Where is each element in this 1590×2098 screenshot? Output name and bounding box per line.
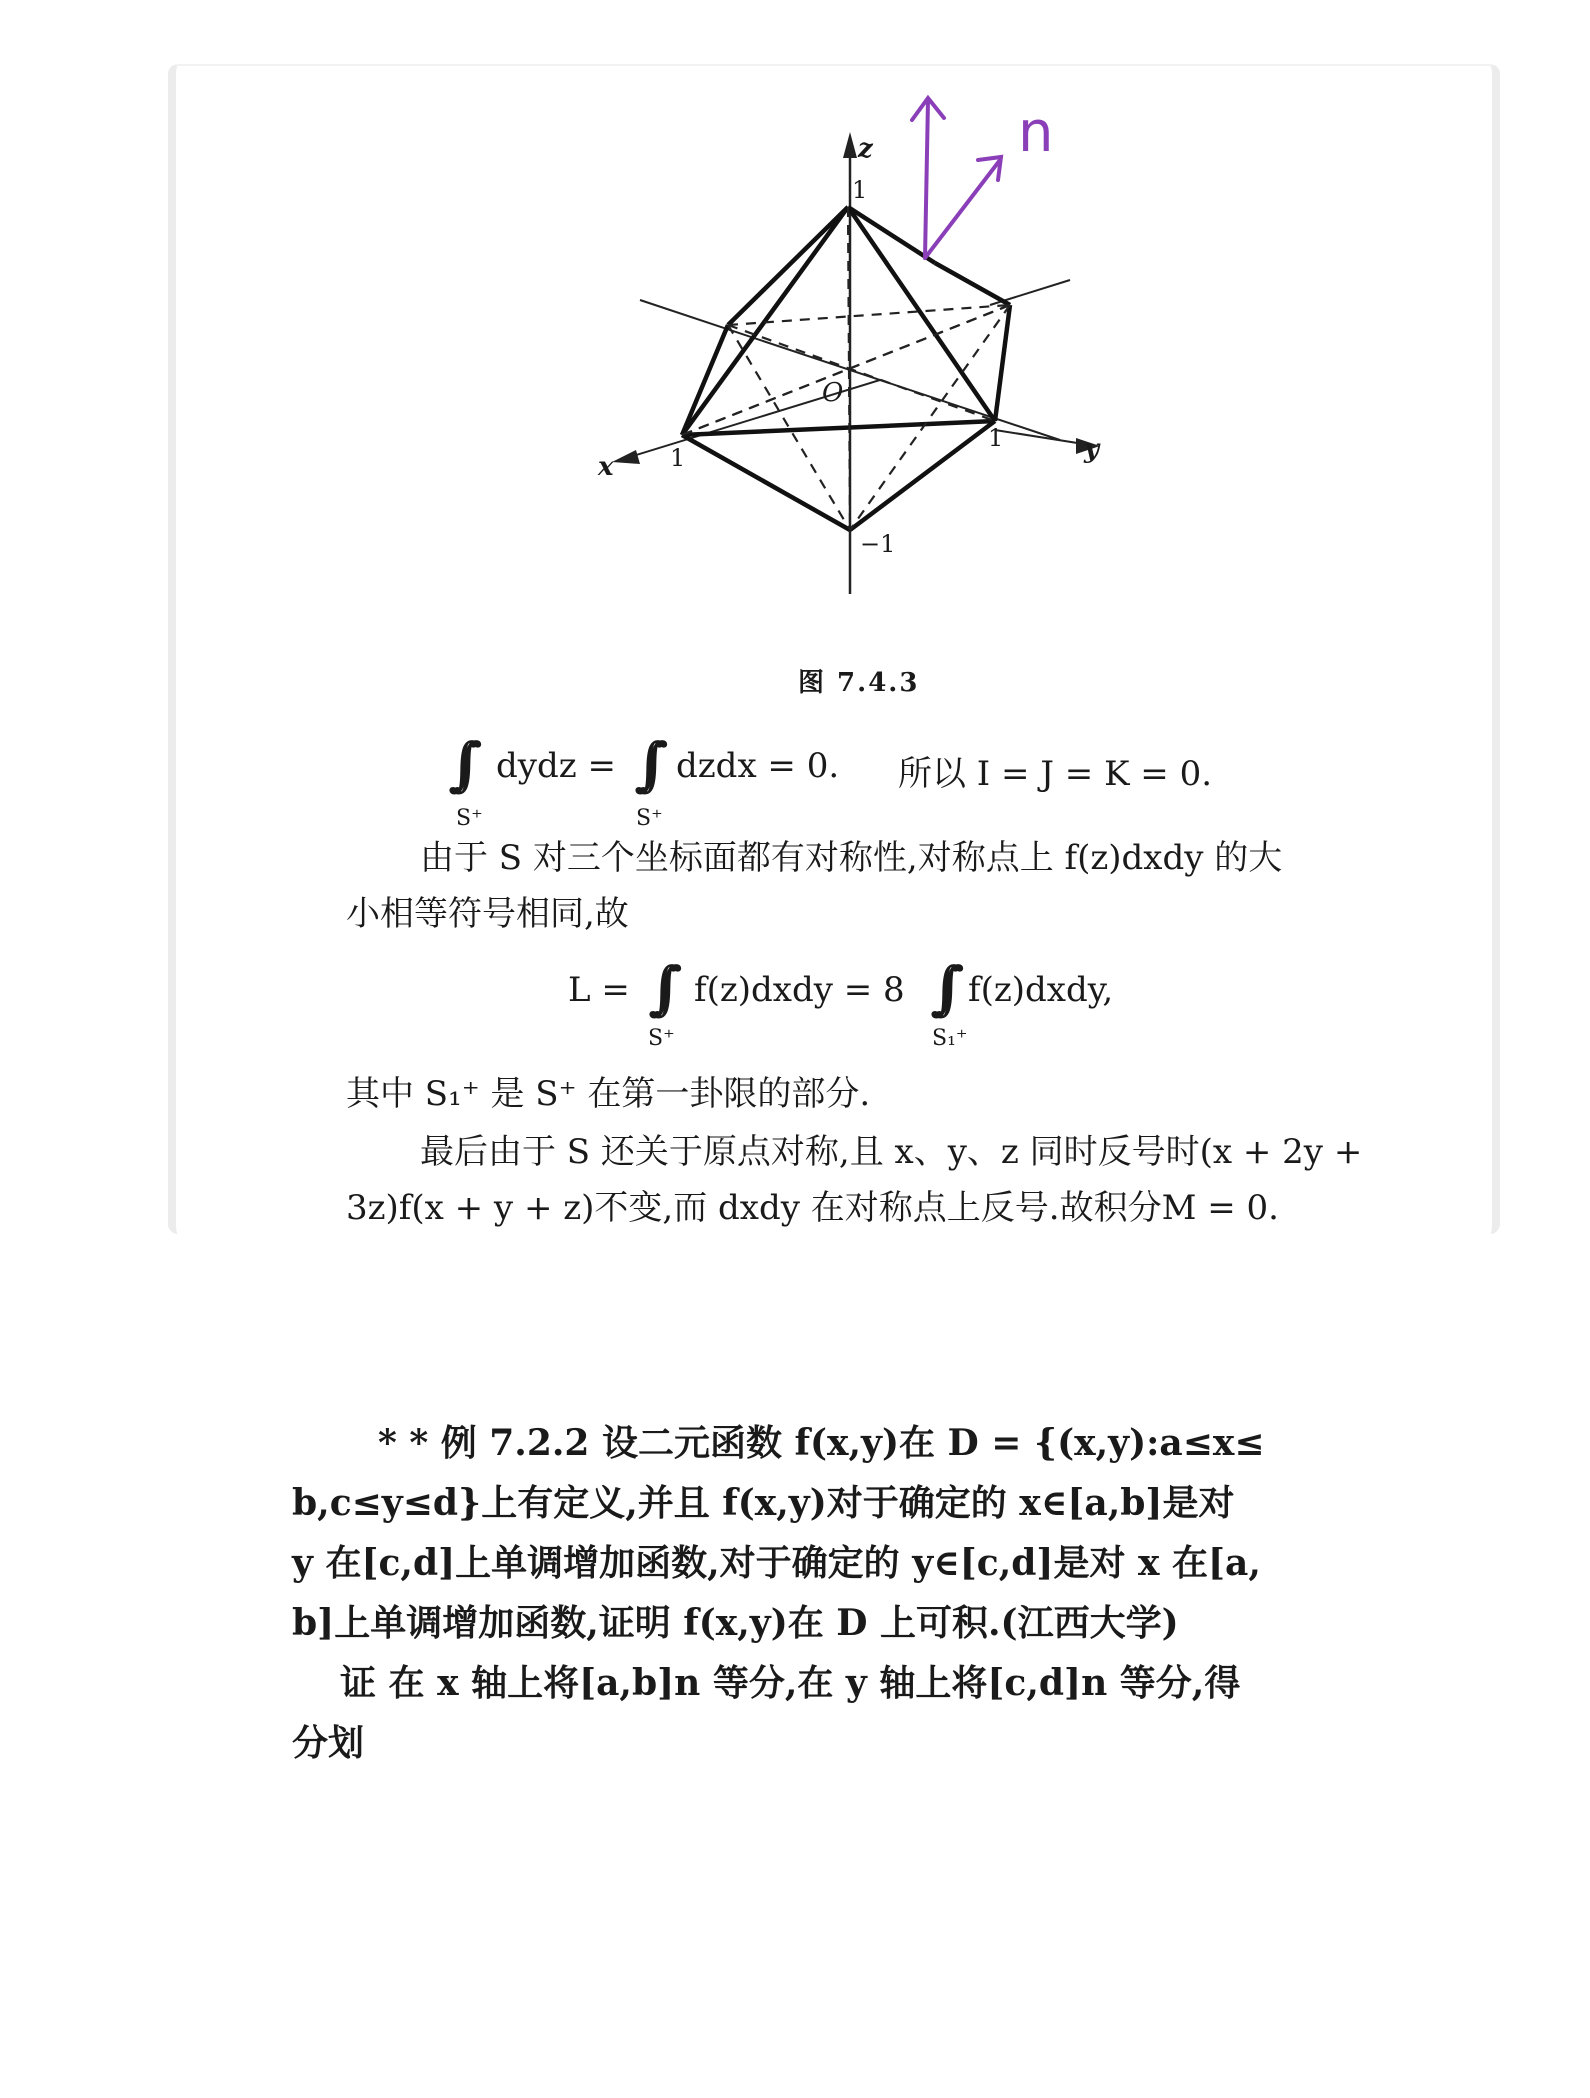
paragraph-1-line-2: 小相等符号相同,故 [346,894,629,934]
equation-2-lhs: L = [568,970,630,1010]
annotation-letter: n [1018,100,1054,165]
integral-subscript: S⁺ [456,806,483,831]
integral-subscript: S⁺ [648,1026,675,1051]
equation-2-term-1: f(z)dxdy = 8 [694,970,905,1010]
x-axis-arrow [612,450,640,464]
handwritten-annotation [912,98,1001,258]
equation-1-conclusion: 所以 I = J = K = 0. [898,754,1213,794]
figure-caption: 图 7.4.3 [798,668,920,698]
double-integral-sign: ∫∫ [634,730,643,798]
x-axis-label: x [598,452,614,482]
z-axis-arrow [843,132,857,158]
origin-label: O [822,378,844,408]
double-integral-sign: ∫∫ [448,730,457,798]
y-axis-main [995,430,1090,445]
equation-1-middle: dzdx = 0. [676,746,840,786]
equation-1-left: dydz = [496,746,616,786]
integral-subscript: S⁺ [636,806,663,831]
integral-subscript: S₁⁺ [932,1026,968,1051]
y-axis-label: y [1084,434,1100,464]
double-integral-sign: ∫∫ [930,954,939,1022]
z-tick-label: 1 [852,176,868,204]
paragraph-2: 其中 S₁⁺ 是 S⁺ 在第一卦限的部分. [346,1074,871,1114]
example-line-1: * * 例 7.2.2 设二元函数 f(x,y)在 D = {(x,y):a≤x≤ [378,1422,1265,1464]
paragraph-3-line-1: 最后由于 S 还关于原点对称,且 x、y、z 同时反号时(x + 2y + [420,1132,1363,1172]
example-line-2: b,c≤y≤d}上有定义,并且 f(x,y)对于确定的 x∈[a,b]是对 [292,1482,1235,1524]
example-line-6: 分划 [292,1722,365,1764]
example-line-4: b]上单调增加函数,证明 f(x,y)在 D 上可积.(江西大学) [292,1602,1179,1644]
x-tick-label: 1 [670,444,686,472]
z-bottom-tick-label: −1 [860,530,896,558]
example-line-3: y 在[c,d]上单调增加函数,对于确定的 y∈[c,d]是对 x 在[a, [292,1542,1261,1584]
double-integral-sign: ∫∫ [648,954,657,1022]
paragraph-1-line-1: 由于 S 对三个坐标面都有对称性,对称点上 f(z)dxdy 的大 [420,838,1283,878]
paragraph-3-line-2: 3z)f(x + y + z)不变,而 dxdy 在对称点上反号.故积分M = 0. [346,1188,1279,1228]
y-tick-label: 1 [988,424,1004,452]
example-line-5: 证 在 x 轴上将[a,b]n 等分,在 y 轴上将[c,d]n 等分,得 [340,1662,1241,1704]
equation-2-term-2: f(z)dxdy, [968,970,1114,1010]
z-axis-label: z [858,134,873,164]
